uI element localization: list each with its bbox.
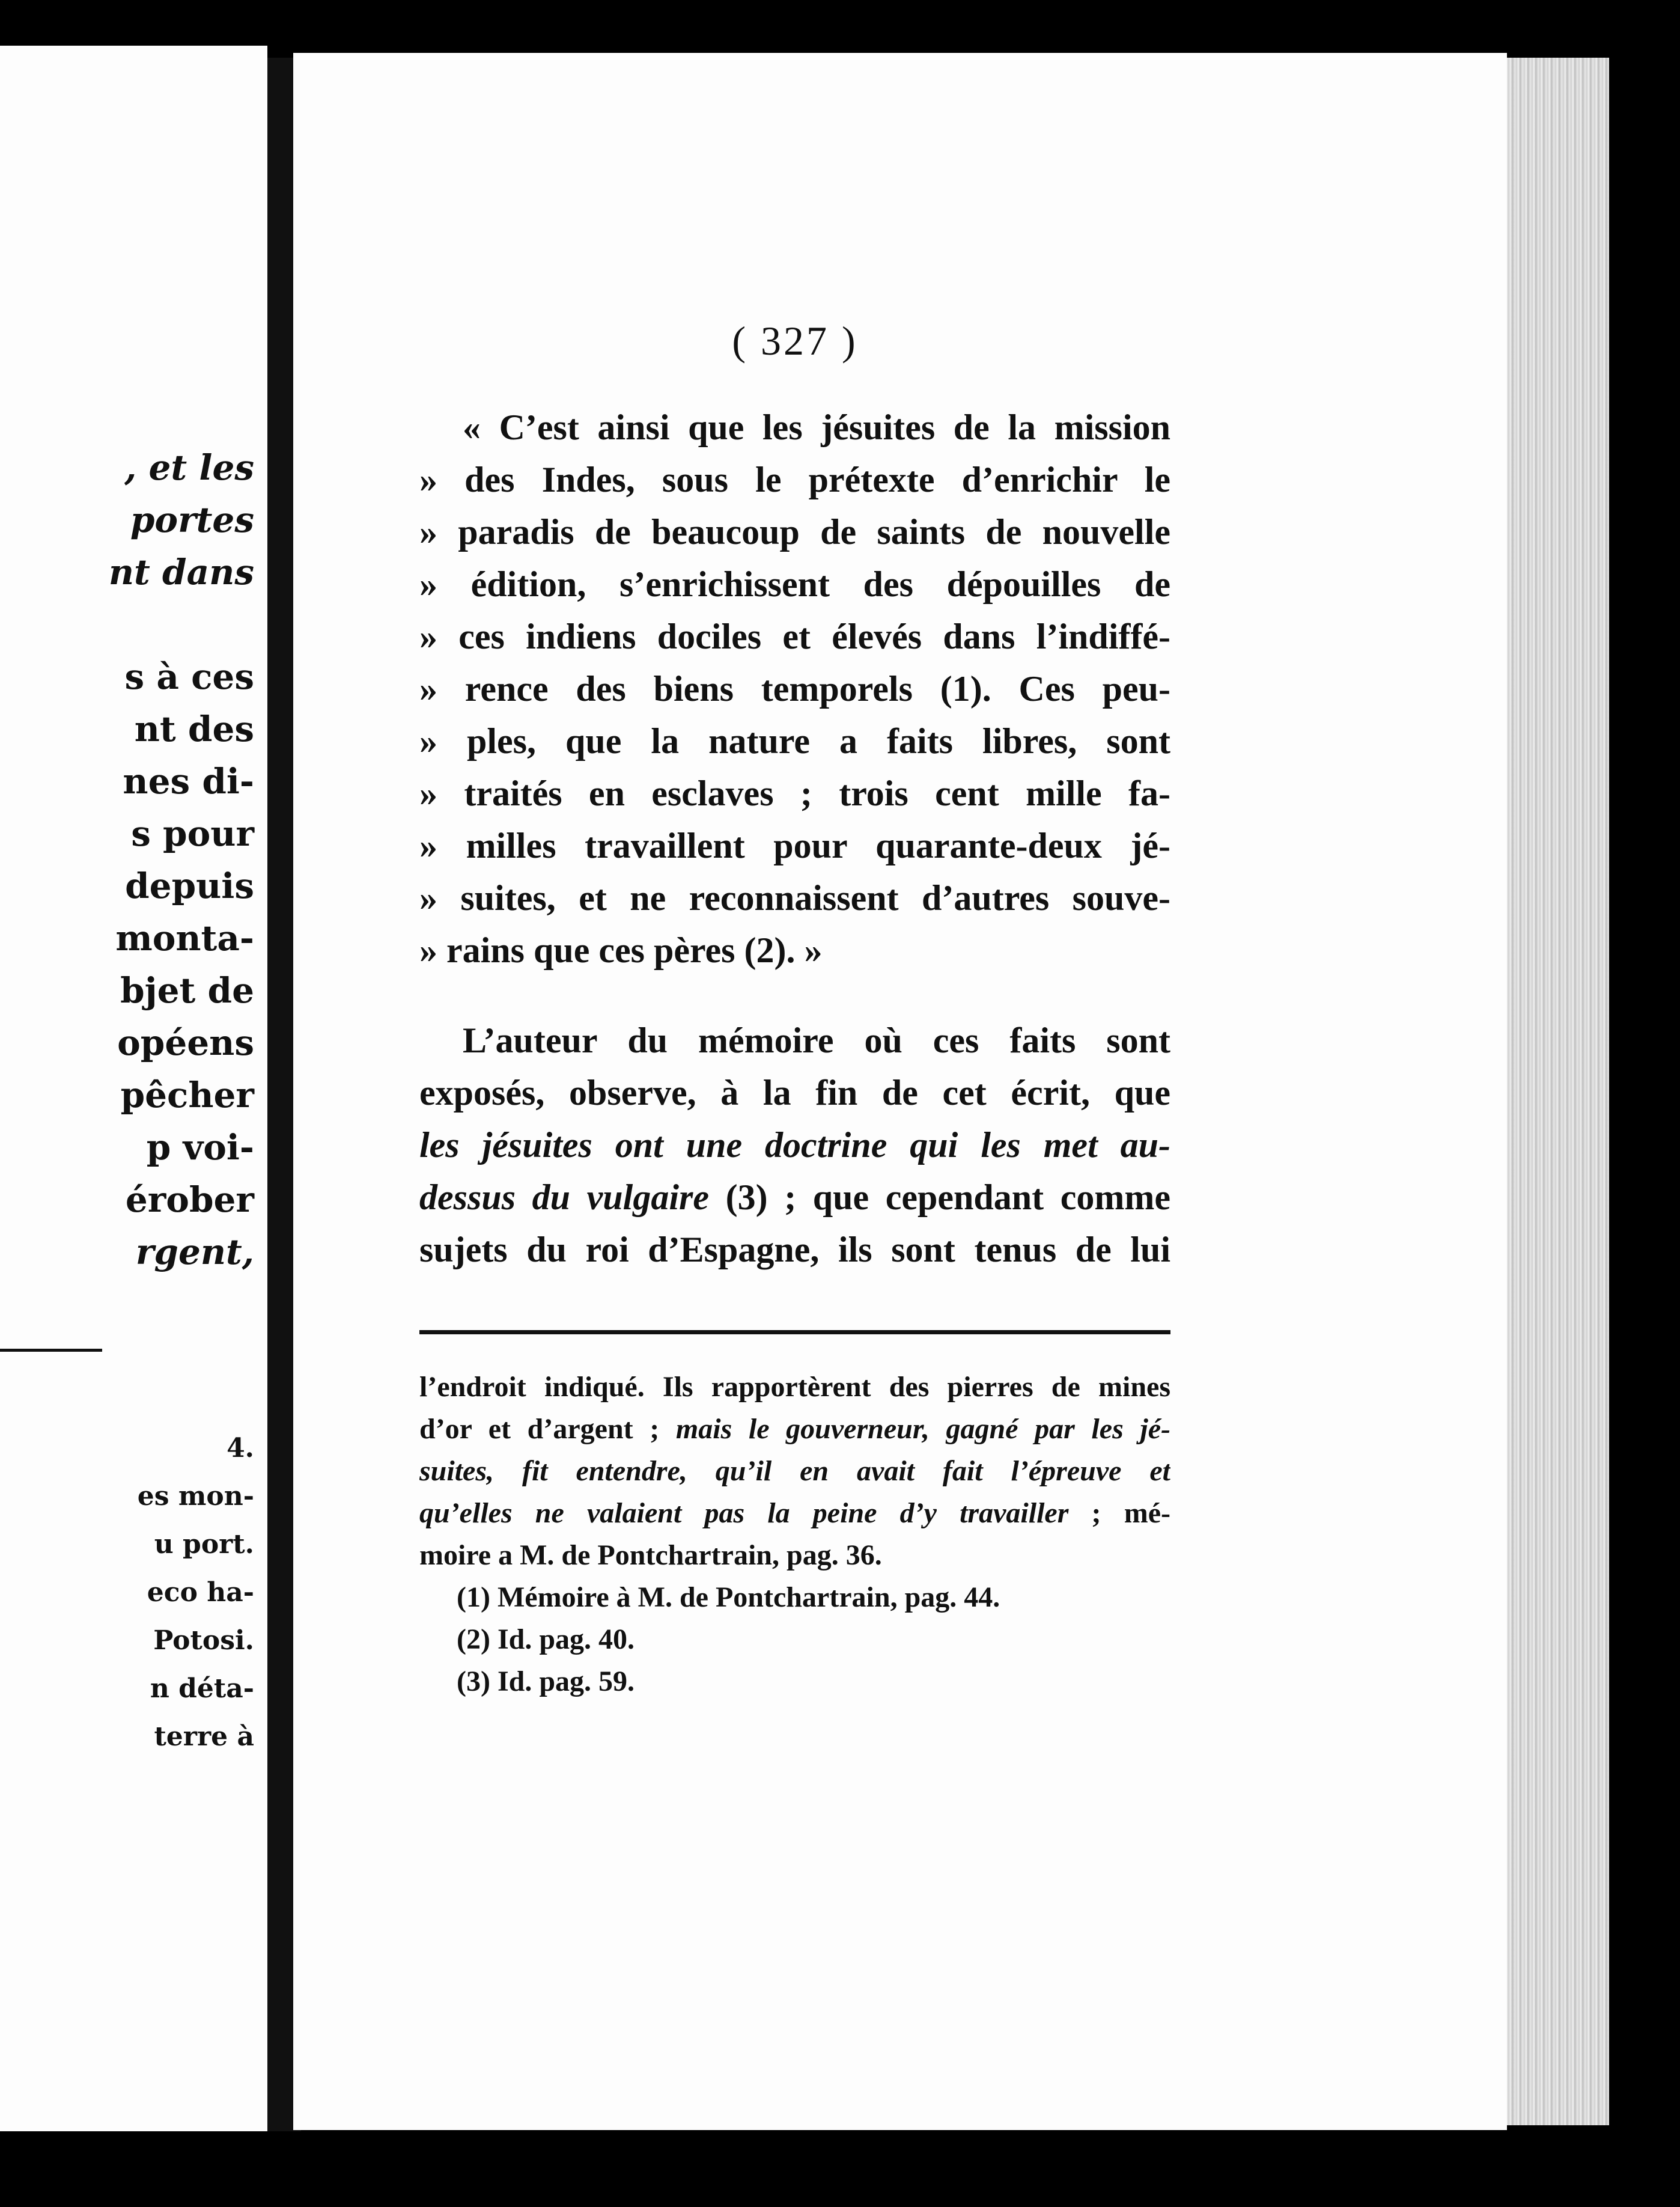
text-line: » édition, s’enrichissent des dépouilles de [419,564,1170,604]
left-fragment: érober [125,1179,254,1220]
text-line: » milles travaillent pour quarante-deux jé- [419,826,1170,865]
note-line: l’endroit indiqué. Ils rapportèrent des pierres de mines [419,1371,1170,1403]
text-line: » paradis de beaucoup de saints de nouvelle [419,512,1170,552]
page-number: ( 327 ) [732,318,858,364]
footnote-rule [419,1330,1170,1334]
page-edges [1507,58,1609,2125]
left-fragment: nt dans [108,552,254,593]
body-paragraph [419,1015,1170,1276]
left-fragment: portes [130,499,254,540]
text-line: » des Indes, sous le prétexte d’enrichir le [419,460,1170,499]
right-page [293,53,1507,2130]
left-note-fragment: terre à [154,1721,254,1752]
left-fragment: s à ces [124,656,254,697]
text-line: » rence des biens temporels (1). Ces peu- [419,669,1170,709]
text-line: » suites, et ne reconnaissent d’autres souve- [419,878,1170,918]
left-fragment: , et les [124,447,254,488]
footnote-2: (2) Id. pag. 40. [457,1623,635,1655]
quotation-paragraph [419,401,1170,977]
note-line [419,1408,1170,1450]
note-line [419,1492,1170,1534]
text-run: ; mé- [1068,1497,1170,1529]
left-fragment: nt des [134,709,254,749]
left-page [0,46,267,2131]
left-fragment: s pour [131,813,254,854]
text-line: » ces indiens dociles et élevés dans l’indiffé- [419,617,1170,656]
text-run: d’or et d’argent ; [419,1413,676,1445]
left-fragment: p voi- [146,1127,254,1168]
left-note-fragment: eco ha- [147,1577,254,1608]
note-line: moire a M. de Pontchartrain, pag. 36. [419,1539,882,1571]
left-fragment: monta- [115,918,254,959]
text-line: L’auteur du mémoire où ces faits sont [463,1021,1170,1060]
left-note-fragment: 4. [227,1433,254,1464]
left-note-fragment: u port. [154,1529,254,1560]
text-line: » traités en esclaves ; trois cent mille fa- [419,774,1170,813]
text-line: « C’est ainsi que les jésuites de la mission [463,408,1170,447]
italic-phrase: dessus du vulgaire [419,1177,709,1217]
text-line: » ples, que la nature a faits libres, sont [419,721,1170,761]
left-footnote-rule [0,1349,102,1352]
text-run: (3) ; que cependant comme [708,1177,1170,1217]
text-line: sujets du roi d’Espagne, ils sont tenus de lui [419,1230,1170,1269]
left-fragment: depuis [125,865,254,906]
note-line-italic: suites, fit entendre, qu’il en avait fait l’épreuve et [419,1455,1170,1487]
italic-phrase: mais le gouverneur, gagné par les jé- [675,1413,1170,1445]
left-fragment: opéens [117,1022,254,1063]
italic-phrase: qu’elles ne valaient pas la peine d’y travailler [419,1497,1069,1529]
text-line-italic: les jésuites ont une doctrine qui les met au- [419,1125,1170,1165]
text-line: exposés, observe, à la fin de cet écrit, que [419,1073,1170,1113]
left-fragment: nes di- [123,761,254,802]
left-fragment: pêcher [120,1075,254,1116]
left-fragment: rgent, [135,1232,254,1272]
footnotes [419,1366,1170,1703]
footnote-3: (3) Id. pag. 59. [457,1665,635,1697]
left-note-fragment: es mon- [137,1481,254,1512]
left-note-fragment: Potosi. [153,1625,254,1656]
left-note-fragment: n déta- [150,1673,254,1704]
footnote-1: (1) Mémoire à M. de Pontchartrain, pag. 44. [457,1581,1000,1613]
text-line [419,1171,1170,1224]
text-line: » rains que ces pères (2). » [419,930,823,970]
left-fragment: bjet de [120,970,254,1011]
